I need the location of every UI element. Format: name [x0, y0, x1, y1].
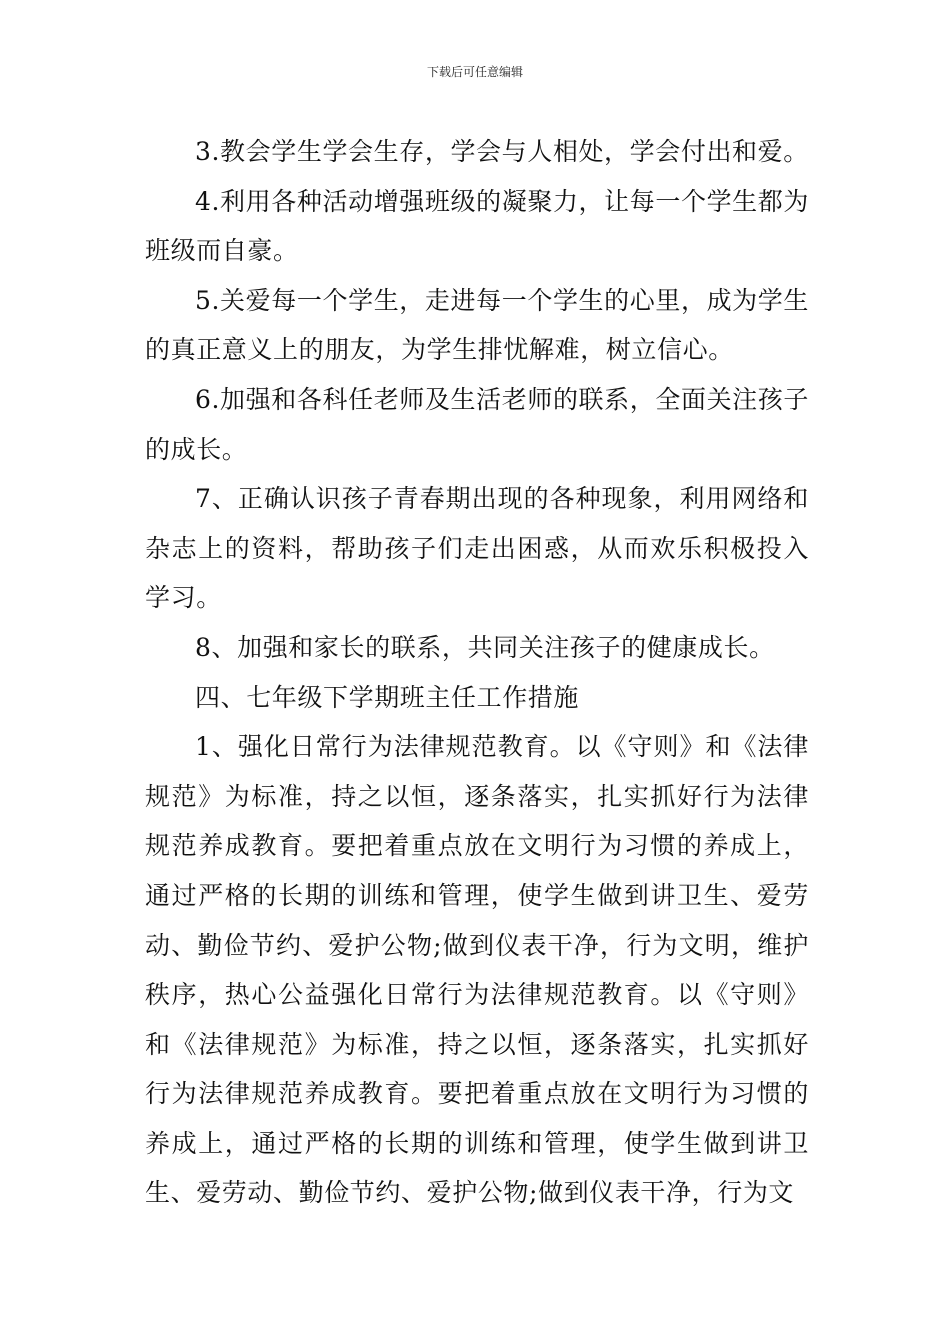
page-header: 下载后可任意编辑 — [426, 65, 523, 79]
document-body — [145, 127, 809, 1218]
section-heading: 四、七年级下学期班主任工作措施 — [195, 682, 580, 712]
paragraph-measure-1: 1、强化日常行为法律规范教育。以《守则》和《法律规范》为标准，持之以恒，逐条落实，扎实抓好行为法律规范养成教育。要把着重点放在文明行为习惯的养成上，通过严格的长期的训练和管理，使学生做到讲卫生、爱劳动、勤俭节约、爱护公物;做到仪表干净，行为文明，维护秩序，热心公益强化日常行为法律规范教育。以《守则》和《法律规范》为标准，持之以恒，逐条落实，扎实抓好行为法律规范养成教育。要把着重点放在文明行为习惯的养成上，通过严格的长期的训练和管理，使学生做到讲卫生、爱劳动、勤俭节约、爱护公物;做到仪表干净，行为文 — [145, 732, 809, 1208]
paragraph-item-5: 5.关爱每一个学生，走进每一个学生的心里，成为学生的真正意义上的朋友，为学生排忧解难，树立信心。 — [145, 285, 809, 365]
paragraph-item-8: 8、加强和家长的联系，共同关注孩子的健康成长。 — [195, 632, 775, 662]
paragraph-item-4: 4.利用各种活动增强班级的凝聚力，让每一个学生都为班级而自豪。 — [145, 186, 809, 266]
paragraph-item-3: 3.教会学生学会生存，学会与人相处，学会付出和爱。 — [195, 137, 809, 166]
paragraph-item-6: 6.加强和各科任老师及生活老师的联系，全面关注孩子的成长。 — [145, 384, 809, 464]
paragraph-item-7: 7、正确认识孩子青春期出现的各种现象，利用网络和杂志上的资料，帮助孩子们走出困惑，从而欢乐积极投入学习。 — [145, 484, 809, 613]
